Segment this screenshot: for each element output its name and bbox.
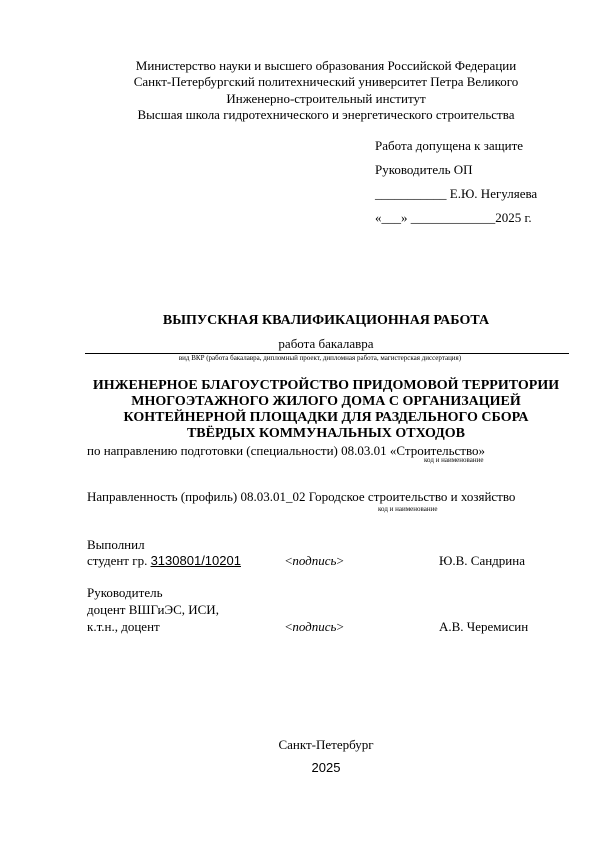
direction-caption: код и наименование: [424, 456, 484, 464]
approval-date-line: «___» _____________2025 г.: [375, 210, 532, 225]
approval-admitted: Работа допущена к защите: [375, 138, 524, 153]
approval-head-title: Руководитель ОП: [375, 162, 473, 177]
student-group-line: [87, 553, 241, 569]
footer-year: 2025: [311, 760, 341, 775]
ministry-line: Министерство науки и высшего образования Российской Федерации: [135, 58, 517, 73]
student-signature-text: подпись: [292, 553, 337, 568]
profile-caption: код и наименование: [378, 505, 438, 513]
topic-line-4: ТВЁРДЫХ КОММУНАЛЬНЫХ ОТХОДОВ: [186, 426, 466, 441]
topic-line-2: МНОГОЭТАЖНОГО ЖИЛОГО ДОМА С ОРГАНИЗАЦИЕЙ: [131, 394, 521, 409]
profile-line: Направленность (профиль) 08.03.01_02 Городское строительство и хозяйство: [87, 489, 516, 504]
work-type: работа бакалавра: [278, 336, 374, 351]
supervisor-signature-text: подпись: [292, 619, 337, 634]
supervisor-signature: <подпись>: [285, 619, 344, 634]
direction-line: по направлению подготовки (специальности) 08.03.01 «Строительство»: [87, 443, 486, 458]
student-group-number: 3130801/10201: [150, 553, 241, 568]
student-name: Ю.В. Сандрина: [439, 553, 525, 568]
approval-signature-line: ___________ Е.Ю. Негуляева: [375, 186, 538, 201]
topic-line-3: КОНТЕЙНЕРНОЙ ПЛОЩАДКИ ДЛЯ РАЗДЕЛЬНОГО СБОРА: [123, 410, 529, 425]
topic-line-1: ИНЖЕНЕРНОЕ БЛАГОУСТРОЙСТВО ПРИДОМОВОЙ ТЕРРИТОРИИ: [92, 378, 560, 393]
document-title: ВЫПУСКНАЯ КВАЛИФИКАЦИОННАЯ РАБОТА: [162, 313, 490, 328]
footer-city: Санкт-Петербург: [278, 737, 374, 752]
supervisor-name: А.В. Черемисин: [439, 619, 529, 634]
student-group-prefix: студент гр.: [87, 553, 151, 568]
supervisor-label: Руководитель: [87, 585, 163, 600]
student-signature: <подпись>: [285, 553, 344, 568]
work-type-caption: вид ВКР (работа бакалавра, дипломный проект, дипломная работа, магистерская диссертация): [178, 354, 462, 362]
supervisor-position-1: доцент ВШГиЭС, ИСИ,: [87, 602, 219, 617]
institute-line: Инженерно-строительный институт: [226, 91, 426, 106]
supervisor-position-2: к.т.н., доцент: [87, 619, 160, 634]
student-label: Выполнил: [87, 537, 145, 552]
school-line: Высшая школа гидротехнического и энергетического строительства: [137, 107, 515, 122]
university-line: Санкт-Петербургский политехнический университет Петра Великого: [133, 74, 519, 89]
